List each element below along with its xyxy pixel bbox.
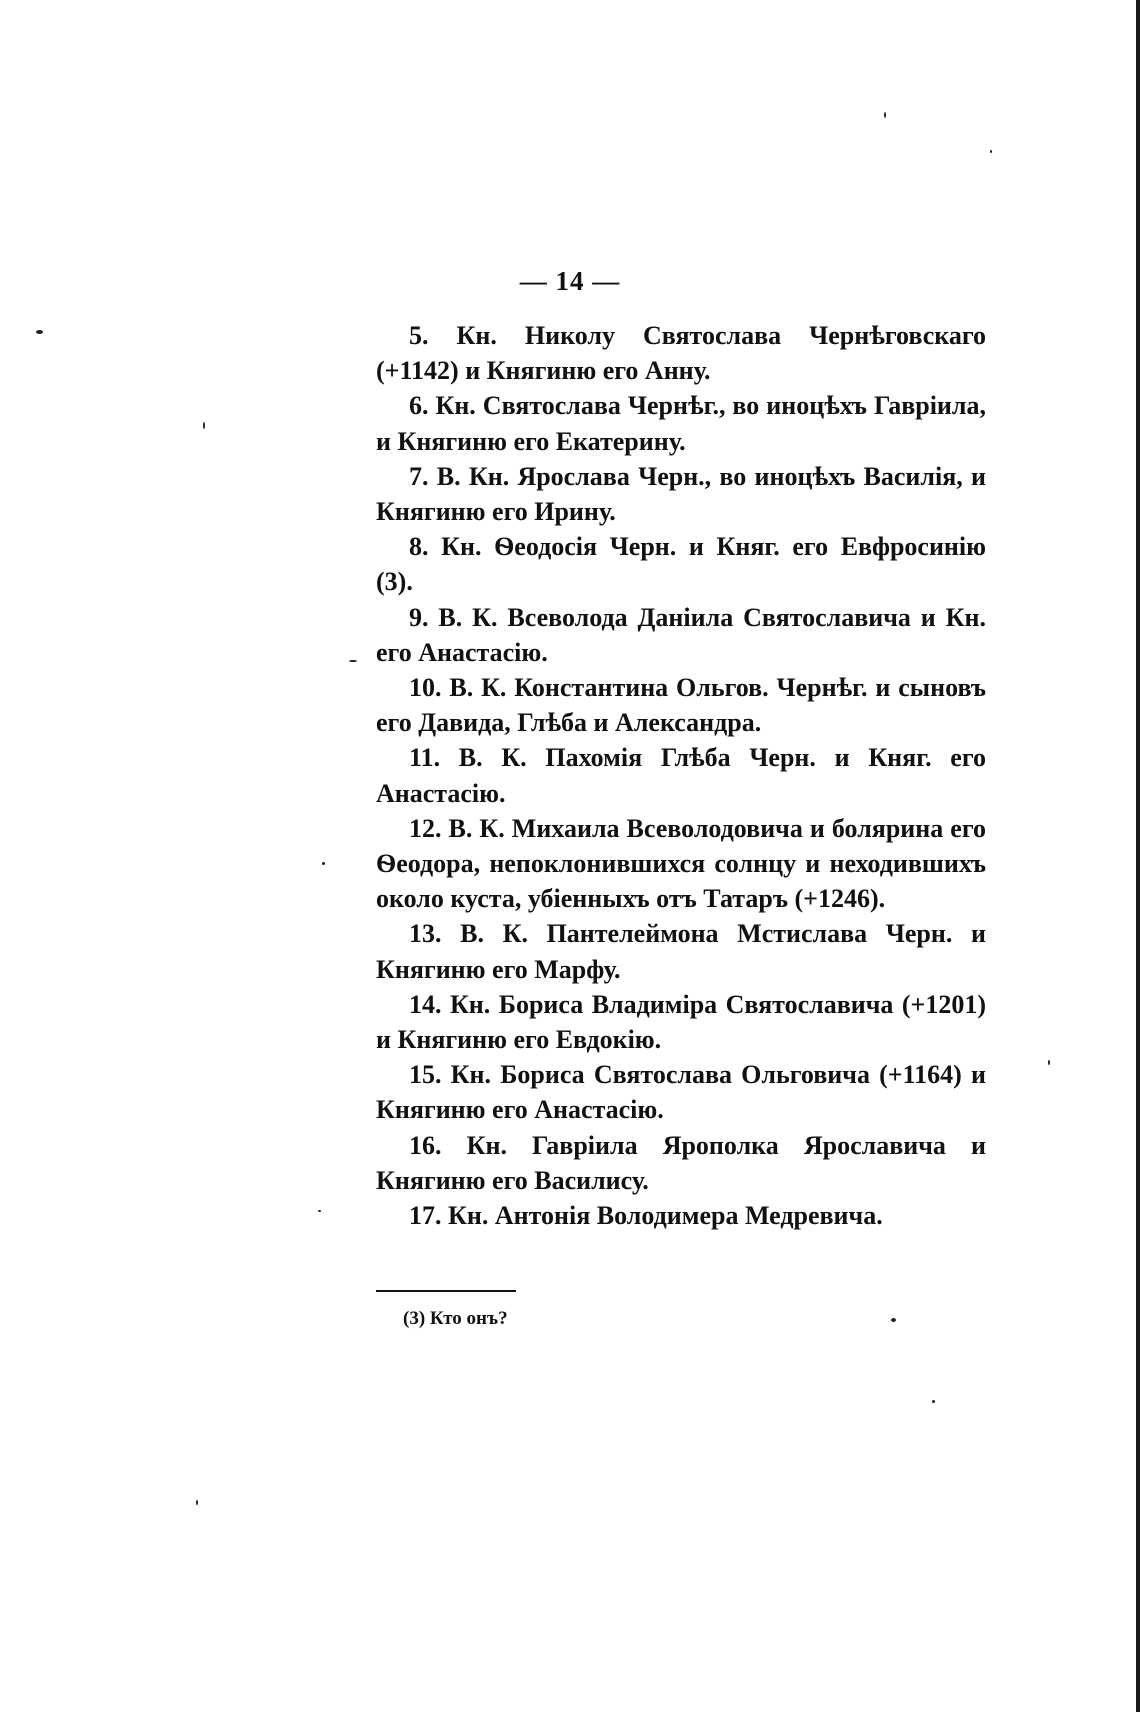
main-text bbox=[376, 318, 986, 1233]
scan-speck bbox=[318, 1210, 321, 1212]
scan-speck bbox=[196, 1500, 198, 1505]
list-item: 13. В. К. Пантелеймона Мстислава Черн. и Княгиню его Марфу. bbox=[376, 919, 986, 984]
list-item: 11. В. К. Пахомія Глѣба Черн. и Княг. его Анастасію. bbox=[376, 743, 986, 808]
scan-speck bbox=[36, 330, 43, 334]
list-item: 10. В. К. Константина Ольгов. Чернѣг. и сыновъ его Давида, Глѣба и Александра. bbox=[376, 673, 986, 738]
scan-speck bbox=[884, 112, 886, 118]
list-item: 5. Кн. Николу Святослава Чернѣговскаго (+1142) и Княгиню его Анну. bbox=[376, 321, 986, 386]
scan-speck bbox=[203, 422, 205, 429]
scan-speck bbox=[349, 660, 357, 662]
page-edge-shadow bbox=[1136, 0, 1140, 1712]
scan-speck bbox=[322, 862, 325, 865]
list-item: 15. Кн. Бориса Святослава Ольговича (+1164) и Княгиню его Анастасію. bbox=[376, 1060, 986, 1125]
list-item: 8. Кн. Ѳеодосія Черн. и Княг. его Евфросинію (3). bbox=[376, 532, 986, 597]
scan-speck bbox=[932, 1400, 935, 1403]
list-item: 14. Кн. Бориса Владиміра Святославича (+1201) и Княгиню его Евдокію. bbox=[376, 989, 986, 1055]
list-item: 16. Кн. Гавріила Ярополка Ярославича и Княгиню его Василису. bbox=[376, 1130, 986, 1195]
footnote: (3) Кто онъ? bbox=[403, 1308, 508, 1329]
list-item: 7. В. Кн. Ярослава Черн., во иноцѣхъ Василія, и Княгиню его Ирину. bbox=[376, 461, 986, 527]
list-item: 9. В. К. Всеволода Даніила Святославича и Кн. его Анастасію. bbox=[376, 602, 986, 667]
scan-speck bbox=[891, 1318, 896, 1322]
list-item: 6. Кн. Святослава Чернѣг., во иноцѣхъ Гавріила, и Княгиню его Екатерину. bbox=[376, 391, 986, 456]
scan-speck bbox=[990, 150, 992, 153]
scan-speck bbox=[1048, 1060, 1050, 1065]
list-item: 12. В. К. Михаила Всеволодовича и болярина его Ѳеодора, непоклонившихся солнцу и неходившихъ около куста, убіенныхъ отъ Татаръ (+1246). bbox=[376, 813, 986, 914]
list-item: 17. Кн. Антонія Володимера Медревича. bbox=[409, 1201, 883, 1231]
footnote-divider bbox=[376, 1290, 516, 1292]
page-number: — 14 — bbox=[519, 266, 621, 296]
